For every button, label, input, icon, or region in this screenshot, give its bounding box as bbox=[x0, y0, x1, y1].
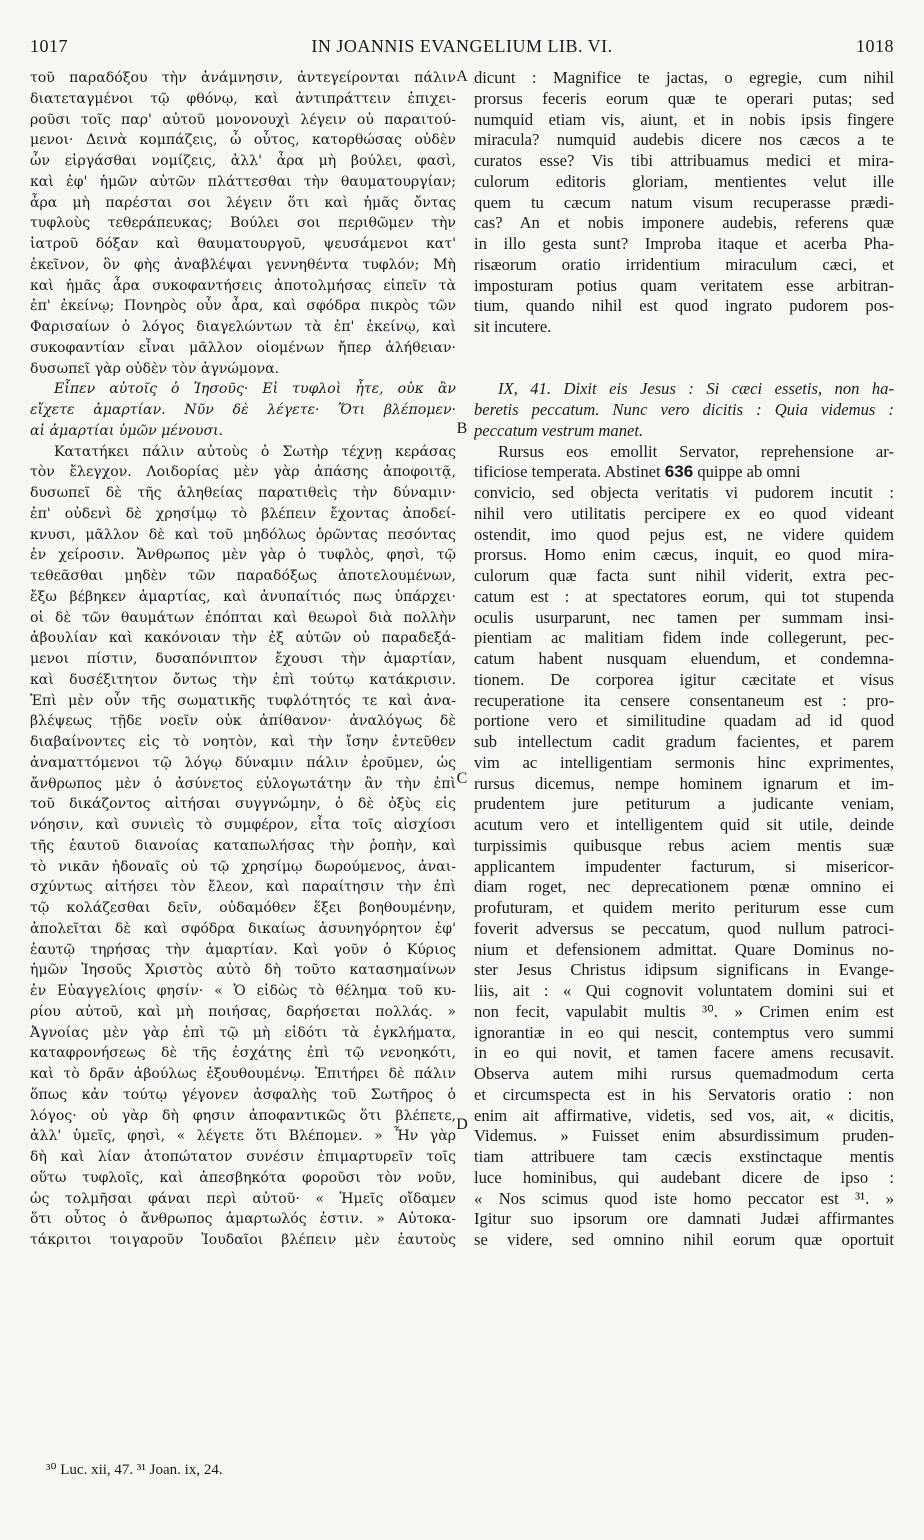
latin-text-line: luce hominibus, qui audebant dicere de ipso : bbox=[474, 1167, 894, 1187]
latin-text-line: numquid etiam vis, aiunt, et in nobis ipsis fingere bbox=[474, 109, 894, 129]
latin-text-line: sub intellectum cadit gradum facientes, et parem bbox=[474, 732, 894, 751]
greek-text-line: καὶ ἡμᾶς ἆρα συκοφαντήσεις ἀποτολμήσας εἰπεῖν τὰ bbox=[30, 277, 456, 294]
latin-text-line bbox=[474, 462, 894, 483]
latin-text-line: prudentem jure petiturum a judicante veniam, bbox=[474, 794, 894, 814]
greek-text-line: ἀβουλίαν καὶ κακόνοιαν τὴν ἐξ αὐτῶν οὐ παραδεξά- bbox=[30, 630, 456, 647]
latin-text-line: ostendit, imo quod pejus est, ne videre quidem bbox=[474, 524, 894, 544]
greek-text-line: ἀλλ' ὑμεῖς, φησὶ, « λέγετε ὅτι Βλέπομεν. » Ἦν γὰρ bbox=[30, 1128, 456, 1145]
greek-text-line: τάκριτοι τοιγαροῦν Ἰουδαῖοι βλέπειν μὲν ἑαυτοὺς bbox=[30, 1232, 456, 1248]
greek-text-line: συκοφαντίαν εἶναι μᾶλλον οἰομένων ἤπερ ἀλήθειαν· bbox=[30, 339, 456, 356]
page-number-right: 1018 bbox=[856, 36, 894, 56]
greek-text-line: ἄνθρωπος μὲν ὁ ἀσύνετος εὐλογωτάτην ἂν τὴν ἐπὶ bbox=[30, 775, 456, 792]
greek-text-line: νόησιν, καὶ συνιεὶς τὸ συμφέρον, εἶτα τοῖς αἰσχίοσι bbox=[30, 817, 456, 833]
greek-text-line: ροῦσι τοῖς παρ' αὐτοῦ μονονουχὶ λέγειν οὐ παραιτού- bbox=[30, 111, 456, 128]
latin-text-line: liis, ait : « Qui cognovit voluntatem domini sui et bbox=[474, 981, 894, 1000]
latin-text-line: in eo qui novit, et tamen facere amens recusavit. bbox=[474, 1043, 894, 1063]
section-marker-c: C bbox=[456, 770, 468, 787]
greek-text-line: ἐπ' ἐκείνῳ; Πονηρὸς οὖν ἆρα, καὶ σφόδρα πικρὸς τῶν bbox=[30, 298, 456, 315]
greek-text-line: ἑαυτῷ τηρήσας τὴν ἁμαρτίαν. Καὶ γοῦν ὁ Κύριος bbox=[30, 941, 456, 958]
latin-text-line: Observa autem mihi rursus quemadmodum certa bbox=[474, 1064, 894, 1083]
latin-text-line: prorsus. Homo enim cæcus, inquit, eo quod mira- bbox=[474, 545, 894, 565]
greek-text-line: δυσωπεῖ δὲ τῆς ἀληθείας παρατιθεὶς τὴν δύναμιν· bbox=[30, 485, 456, 501]
greek-lemma-line: εἴχετε ἁμαρτίαν. Νῦν δὲ λέγετε· Ὅτι βλέπομεν· bbox=[30, 402, 456, 418]
greek-text-line: ρίου αὐτοῦ, καὶ μὴ ποιήσας, δαρήσεται πολλάς. » bbox=[30, 1003, 456, 1020]
greek-text-line: τοῦ παραδόξου τὴν ἀνάμνησιν, ἀντεγείρονται πάλιν bbox=[30, 70, 456, 86]
greek-text-line: ἐν Εὐαγγελίοις φησίν· « Ὁ εἰδὼς τὸ θέλημα τοῦ κυ- bbox=[30, 983, 456, 999]
greek-text-line: ἰατροῦ δόξαν καὶ θαυματουργοῦ, ψευσάμενοι κατ' bbox=[30, 236, 456, 252]
greek-text-line: καταφρονήσεως δὲ τῆς ἐσχάτης ἐπὶ τῷ νενοηκότι, bbox=[30, 1045, 456, 1062]
greek-text-line: δυσωπεῖ γὰρ οὐδὲν τὸν ἀγνώμονα. bbox=[30, 360, 280, 377]
latin-text-line: miracula? numquid audebis dicere nos cæcos a te bbox=[474, 130, 894, 150]
latin-text-line: culorum quæ facta sunt nihil viderit, extra pec- bbox=[474, 566, 894, 585]
latin-text-line: Rursus eos emollit Servator, reprehensione ar- bbox=[498, 441, 894, 461]
greek-text-line: λόγος· οὐ γὰρ δὴ φησιν ἀποφαντικῶς ὅτι βλέπετε, bbox=[30, 1107, 456, 1124]
latin-lemma-line: IX, 41. Dixit eis Jesus : Si cæci essetis, non ha- bbox=[498, 379, 894, 399]
latin-text-line: Videmus. » Fuisset enim absurdissimum pruden- bbox=[474, 1126, 894, 1146]
latin-lemma-line: beretis peccatum. Nunc vero dicitis : Quia videmus : bbox=[474, 400, 894, 419]
page-number-left: 1017 bbox=[30, 36, 68, 56]
greek-text-line: τῆς ἑαυτοῦ διανοίας καταπωλήσας τὴν ῥοπὴν, καὶ bbox=[30, 837, 456, 854]
latin-text-line: et circumspecta est in his Servatoris oratio : non bbox=[474, 1084, 894, 1104]
greek-text-line: μενοι· Δεινὰ κομπάζεις, ὦ οὗτος, κατορθώσας οὐδὲν bbox=[30, 132, 456, 149]
latin-text-line: tium, quando nihil est quod ingrato pudorem pos- bbox=[474, 296, 894, 316]
latin-text-line: pientiam ac malitiam fidem inde collegerunt, pec- bbox=[474, 628, 894, 648]
section-marker-b: B bbox=[456, 420, 468, 437]
latin-text-line: Igitur suo ipsorum ore damnati Judæi affirmantes bbox=[474, 1209, 894, 1229]
greek-text-line: διατεταγμένοι τῷ φθόνῳ, καὶ ἀντιπράττειν ἐπιχει- bbox=[30, 90, 456, 107]
greek-text-line: ὡς τολμῆσαι φάναι περὶ αὐτοῦ· « Ἡμεῖς οἴδαμεν bbox=[30, 1190, 456, 1207]
greek-text-line: ἔξω βέβηκεν ἁμαρτίας, καὶ ἀνυπαίτιός πως ὑπάρχει· bbox=[30, 588, 456, 605]
latin-text-line: ignorantiæ in eo qui nescit, contemptus vero summi bbox=[474, 1022, 894, 1042]
greek-text-line: τὸν ἔλεγχον. Λοιδορίας μὲν γὰρ ἁπάσης ἀποφοιτᾷ, bbox=[30, 464, 456, 481]
greek-text-line: τῷ κολάζεσθαι δεῖν, οὐδαμόθεν ἕξει βοηθουμένην, bbox=[30, 900, 456, 916]
latin-text-line: in illo gesta sunt? Improba itaque et acerba Pha- bbox=[474, 234, 894, 253]
greek-text-line: κνυσι, μᾶλλον δὲ καὶ τοῦ μηδόλως ὁρῶντας πεσόντας bbox=[30, 526, 456, 543]
latin-text-line: vim ac intelligentiam sermonis hinc exprimentes, bbox=[474, 752, 894, 772]
greek-text-line: Κατατήκει πάλιν αὐτοὺς ὁ Σωτὴρ τέχνῃ κεράσας bbox=[54, 443, 456, 460]
greek-text-line: ἐν χείροσιν. Ἄνθρωπος μὲν γὰρ ὁ τυφλὸς, φησὶ, τῷ bbox=[30, 547, 456, 564]
greek-text-line: ἡμῶν Ἰησοῦς Χριστὸς αὐτὸ δὴ τοῦτο κατασημαίνων bbox=[30, 962, 456, 979]
greek-text-line: Φαρισαίων ὁ λόγος διαγελώντων τὰ ἐπ' ἐκείνῳ, καὶ bbox=[30, 319, 456, 335]
latin-text-line: imposturam potius quam veritatem esse arbitran- bbox=[474, 275, 894, 295]
latin-text-line: sit incutere. bbox=[474, 317, 552, 336]
greek-text-line: ἐκεῖνον, ὃν φὴς ἀναβλέψαι γεννηθέντα τυφλόν; Μὴ bbox=[30, 256, 456, 273]
greek-text-line: διαβαίνοντες εἰς τὸ νοητὸν, καὶ τὴν ἴσην ἐντεῦθεν bbox=[30, 734, 456, 750]
greek-lemma-line: Εἶπεν αὐτοῖς ὁ Ἰησοῦς· Εἰ τυφλοὶ ἦτε, οὐκ ἂν bbox=[54, 381, 456, 398]
latin-text-fragment: quippe ab omni bbox=[697, 462, 801, 482]
latin-text-fragment: tificiose temperata. Abstinet bbox=[474, 462, 661, 482]
greek-text-line: καὶ ἐφ' ἡμῶν αὐτῶν πλάττεσθαι τὴν θαυματουργίαν; bbox=[30, 173, 456, 190]
latin-lemma-line: peccatum vestrum manet. bbox=[474, 420, 644, 440]
greek-column bbox=[30, 68, 456, 1251]
latin-text-line: tionem. De corporea igitur cæcitate et visus bbox=[474, 669, 894, 689]
column-number: 636 bbox=[664, 462, 694, 482]
greek-text-line: ὅτι οὗτος ὁ ἄνθρωπος ἁμαρτωλός ἐστιν. » Αὐτοκα- bbox=[30, 1211, 456, 1228]
latin-column bbox=[474, 68, 894, 1251]
greek-text-line: τυφλοὺς τεθεράπευκας; Βούλει σοι περιθῶμεν τὴν bbox=[30, 215, 456, 232]
greek-text-line: ἐπ' οὐδενὶ δὲ χρησίμῳ τὸ βλέπειν ἔχοντας ἀποδεί- bbox=[30, 505, 456, 522]
greek-text-line: ἀναματτόμενοι τῷ λόγῳ δύναμιν πάλιν ἐροῦμεν, ὡς bbox=[30, 754, 456, 771]
latin-text-line: non fecit, vapulabit multis ³⁰. » Crimen enim est bbox=[474, 1001, 894, 1021]
latin-text-line: risæorum oratio irridentium miraculum cæci, et bbox=[474, 254, 894, 274]
latin-text-line: recuperatione ita censere consentaneum est : pro- bbox=[474, 690, 894, 710]
page-header bbox=[30, 36, 894, 60]
latin-text-line: convicio, sed objecta veritatis vi pudorem incutit : bbox=[474, 483, 894, 502]
latin-text-line: profuturam, et quidem merito periturum esse cum bbox=[474, 898, 894, 917]
greek-text-line: ὅπως κἀν τούτῳ γέγονεν ἀσφαλὴς τοῦ Σωτῆρος ὁ bbox=[30, 1086, 456, 1103]
latin-text-line: dicunt : Magnifice te jactas, o egregie, cum nihil bbox=[474, 68, 894, 87]
greek-text-line: ἀπολεῖται δὲ καὶ σφόδρα δικαίως ἀσυνηγόρητον ἐφ' bbox=[30, 920, 456, 937]
footnotes: ³⁰ Luc. xii, 47. ³¹ Joan. ix, 24. bbox=[46, 1462, 223, 1478]
latin-text-line: portione vero et similitudine quadam ad id quod bbox=[474, 711, 894, 731]
greek-text-line: μενοι πίστιν, δυσαπόνιπτον ἔχουσι τὴν ἁμαρτίαν, bbox=[30, 651, 456, 667]
running-title: IN JOANNIS EVANGELIUM LIB. VI. bbox=[311, 36, 613, 56]
greek-text-line: τὸ νικᾶν ἡδοναῖς οὐ τῷ χρησίμῳ δωρούμενος, ἀναι- bbox=[30, 858, 456, 875]
latin-text-line: nihil vero utilitatis percipere ex eo quod videant bbox=[474, 503, 894, 523]
greek-text-line: οὕτω τυφλοῖς, καὶ ἀπεσβηκότα φοροῦσι τὸν νοῦν, bbox=[30, 1169, 456, 1186]
latin-text-line: applicantem impudenter facturum, si misericor- bbox=[474, 856, 894, 876]
latin-text-line: ster Jesus Christus idipsum significans in Evange- bbox=[474, 960, 894, 980]
latin-text-line: oculis usurparunt, nec tamen per summam insi- bbox=[474, 607, 894, 627]
latin-text-line: culorum editoris gloriam, mentientes velut ille bbox=[474, 171, 894, 191]
greek-text-line: σχύντως αἰτήσει τὸν ἔλεον, καὶ παραίτησιν τὴν ἐπὶ bbox=[30, 879, 456, 896]
greek-text-line: ἆρα μὴ παρέσται σοι λέγειν ὅτι καὶ ἡμᾶς ὄντας bbox=[30, 194, 456, 211]
latin-text-line: se videre, sed omnino nihil eorum quæ oportuit bbox=[474, 1230, 894, 1249]
latin-text-line: catum est : at spectatores eorum, qui tot stupenda bbox=[474, 586, 894, 606]
latin-text-line: curatos esse? Vis tibi attribuamus medici et mira- bbox=[474, 151, 894, 170]
latin-text-line: turpissimis quibusque rebus aciem mentis suæ bbox=[474, 835, 894, 855]
greek-text-line: Ἀγνοίας μὲν γὰρ ἐπὶ τῷ μὴ εἰδότι τὰ ἐγκλήματα, bbox=[30, 1024, 456, 1041]
paragraph-gap bbox=[474, 338, 894, 380]
greek-text-line: τοῦ δικάζοντος αἰτήσαι συγγνώμην, ὁ δὲ ὀξὺς εἰς bbox=[30, 796, 456, 813]
greek-text-line: Ἐπὶ μὲν οὖν τῆς σωματικῆς τυφλότητός τε καὶ ἀνα- bbox=[30, 692, 456, 709]
greek-text-line: οἱ δὲ τῶν θαυμάτων ἐπόπται καὶ θεωροὶ διὰ πολλὴν bbox=[30, 609, 456, 626]
latin-text-line: catum habent nusquam eluendum, et condemna- bbox=[474, 649, 894, 668]
latin-text-line: diam roget, nec deprecationem pœnæ omnino ei bbox=[474, 877, 894, 897]
latin-text-line: prorsus feceris eorum quæ te operari putas; sed bbox=[474, 88, 894, 108]
greek-lemma-line: αἱ ἁμαρτίαι ὑμῶν μένουσι. bbox=[30, 422, 224, 439]
latin-text-line: enim ait affirmative, videtis, sed vos, ait, « dicitis, bbox=[474, 1105, 894, 1125]
latin-text-line: nium et defensionem admittat. Quare Dominus no- bbox=[474, 939, 894, 959]
section-marker-d: D bbox=[456, 1116, 468, 1133]
greek-text-line: βλέψεως τῇδε νοεῖν οὐκ ἀπίθανον· ἀναλόγως δὲ bbox=[30, 713, 456, 730]
latin-text-line: tiam attribuere tam cæcis exstinctaque mentis bbox=[474, 1147, 894, 1166]
greek-text-line: τεθεᾶσθαι μηδὲν τῶν παραδόξως ἀποτελουμένων, bbox=[30, 568, 456, 584]
greek-text-line: καὶ τὸ δρᾶν ἀβούλως ἐξουθουμένῳ. Ἐπιτήρει δὲ πάλιν bbox=[30, 1066, 456, 1082]
greek-text-line: δὴ καὶ λίαν ἀτοπώτατον συνέσιν ἐπιμαρτυρεῖν τοῖς bbox=[30, 1149, 456, 1165]
latin-text-line: quem tu cæcum natum visum recuperasse prædi- bbox=[474, 192, 894, 212]
greek-text-line: ὧν εἰργάσθαι νομίζεις, ἀλλ' ἆρα μὴ βούλει, φασὶ, bbox=[30, 153, 456, 169]
latin-text-line: acutum vero et intelligentem quid sit utile, deinde bbox=[474, 815, 894, 834]
section-marker-a: A bbox=[456, 68, 468, 85]
latin-text-line: cas? An et nobis imponere audebis, referens quæ bbox=[474, 213, 894, 233]
greek-text-line: καὶ δυσέξιτητον ὄντως τὴν ἐπὶ τούτῳ κατάκρισιν. bbox=[30, 671, 456, 688]
latin-text-line: foverit adversus se peccatum, quod nullum patroci- bbox=[474, 918, 894, 938]
latin-text-line: rursus dicemus, nempe hominem ignarum et im- bbox=[474, 773, 894, 793]
latin-text-line: « Nos scimus quod iste homo peccator est ³¹. » bbox=[474, 1188, 894, 1208]
